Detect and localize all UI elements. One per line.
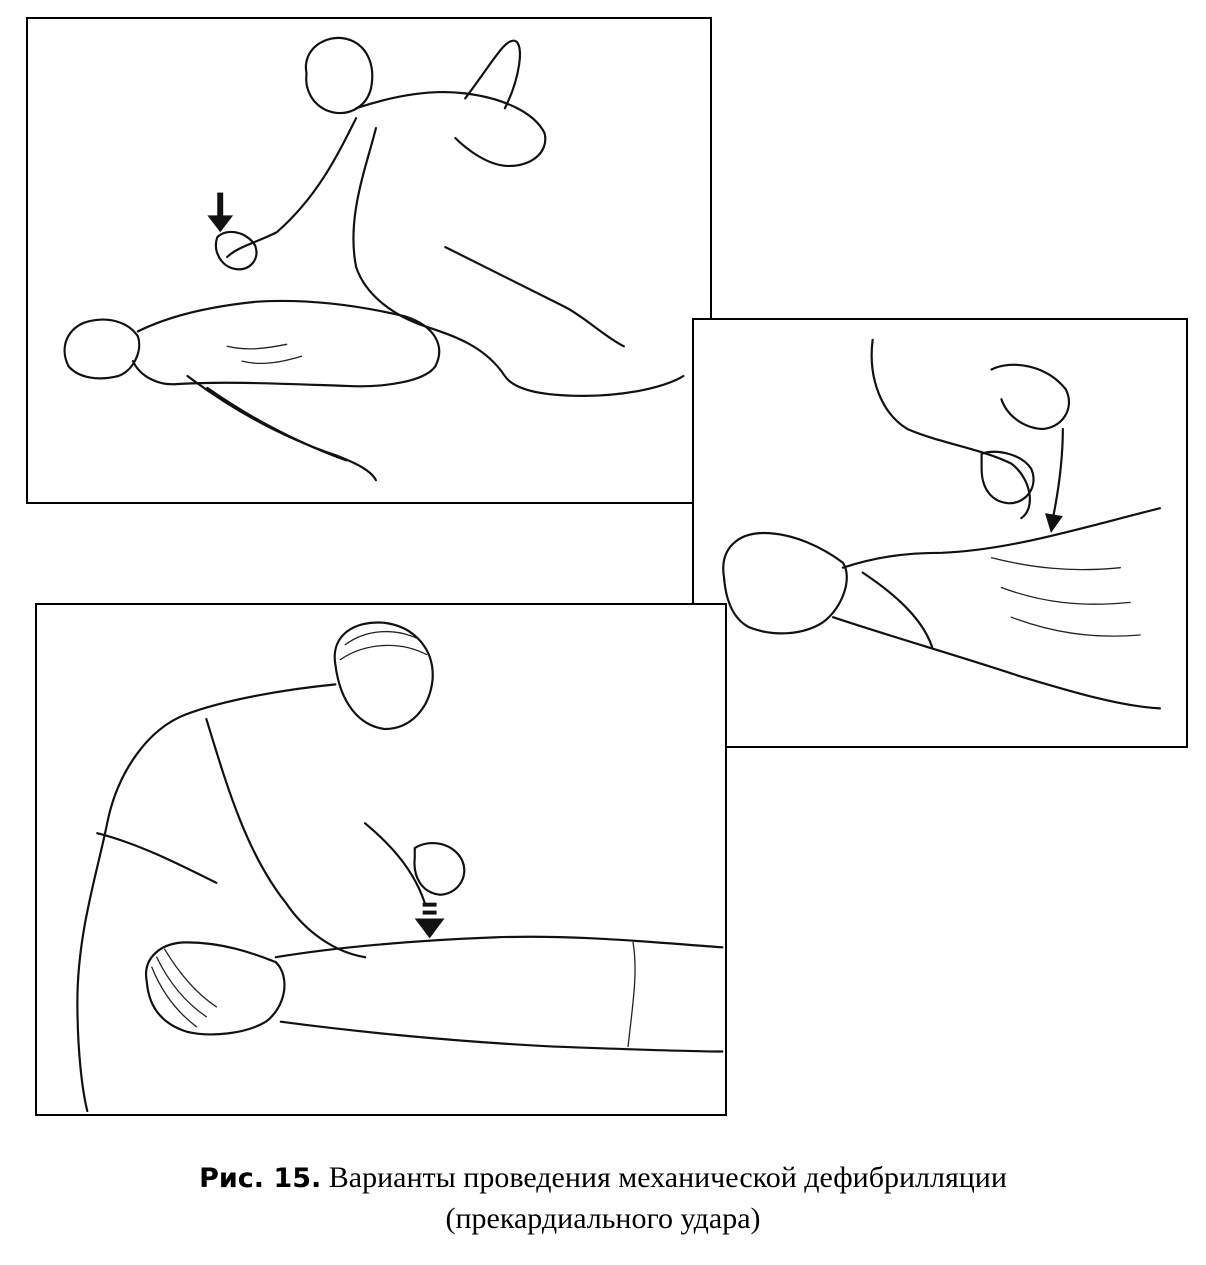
kneeling-rescuer-drawing	[28, 19, 710, 502]
figure-label: Рис. 15.	[199, 1163, 322, 1194]
figure-caption-line1: Варианты проведения механической дефибрилляции	[328, 1161, 1007, 1194]
illustration-kneeling-rescuer	[26, 17, 712, 504]
arrow-down-icon	[207, 193, 233, 233]
standing-rescuer-drawing	[37, 605, 725, 1114]
arrow-down-icon	[415, 903, 445, 939]
arrow-down-icon	[1045, 429, 1063, 533]
close-up-strike-drawing	[694, 320, 1186, 746]
figure-caption	[0, 1158, 1206, 1239]
illustration-standing-rescuer	[35, 603, 727, 1116]
illustration-close-up-strike	[692, 318, 1188, 748]
figure-caption-line2: (прекардиального удара)	[445, 1202, 761, 1235]
